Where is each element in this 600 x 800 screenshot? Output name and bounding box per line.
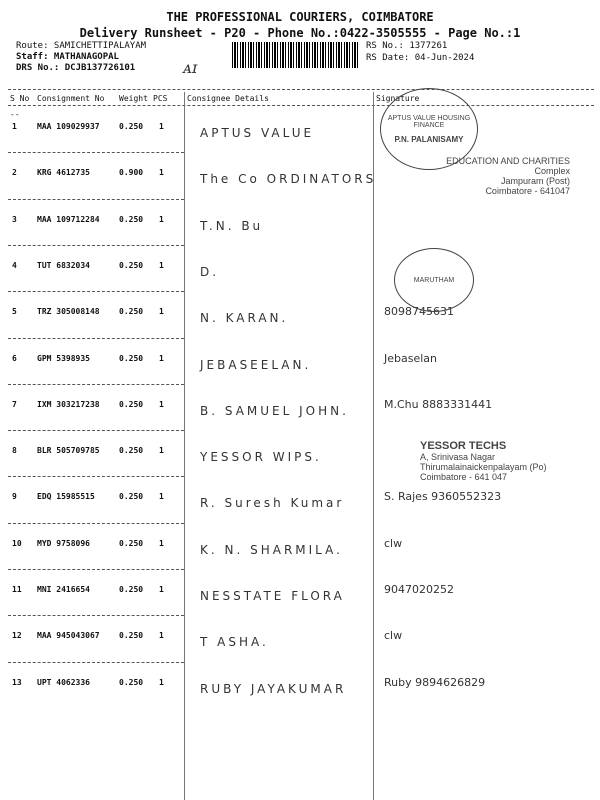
row-pcs: 1: [159, 307, 164, 317]
row-consignee-handwriting: R. Suresh Kumar: [200, 496, 345, 511]
row-pcs: 1: [159, 168, 164, 178]
col-pcs: PCS: [153, 94, 168, 103]
row-consignee-handwriting: JEBASEELAN.: [200, 357, 312, 372]
row-signature: S. Rajes 9360552323: [384, 490, 502, 504]
row-consignment-no: TUT 6832034: [37, 260, 90, 270]
rs-date: RS Date: 04-Jun-2024: [366, 53, 475, 63]
row-signature: clw: [384, 536, 403, 550]
row-pcs: 1: [159, 631, 164, 641]
row-consignee-handwriting: B. SAMUEL JOHN.: [200, 403, 349, 418]
charity-stamp-line4: Coimbatore - 641047: [485, 186, 570, 196]
row-sno: 7: [12, 399, 17, 409]
row-pcs: 1: [159, 677, 164, 687]
row-pcs: 1: [159, 446, 164, 456]
row-consignment-no: MYD 9758096: [37, 538, 90, 548]
row-consignment-no: IXM 303217238: [37, 399, 100, 409]
row-weight: 0.250: [119, 214, 144, 224]
row-pcs: 1: [159, 122, 164, 131]
row-divider: [8, 569, 184, 570]
row-divider: [8, 338, 184, 339]
row-consignment-no: BLR 505709785: [37, 446, 100, 456]
row-consignee-handwriting: The Co ORDINATORS: [200, 172, 377, 187]
row-signature: M.Chu 8883331441: [384, 397, 493, 411]
row-weight: 0.250: [119, 492, 144, 502]
row-consignee-handwriting: APTUS VALUE: [200, 126, 315, 140]
row-weight: 0.250: [119, 538, 144, 548]
yessor-stamp: [420, 440, 570, 496]
row-consignment-no: MAA 945043067: [37, 631, 100, 641]
row-consignee-handwriting: YESSOR WIPS.: [200, 450, 322, 465]
row-consignee-handwriting: D.: [200, 264, 220, 279]
charity-stamp: [420, 156, 570, 204]
row-weight: 0.250: [119, 585, 144, 594]
marutham-stamp: [394, 248, 474, 312]
column-header-divider: [8, 105, 594, 106]
row-weight: 0.250: [119, 399, 144, 409]
row-pcs: 1: [159, 353, 164, 363]
col-sno: S No: [10, 94, 30, 103]
charity-stamp-line1: EDUCATION AND CHARITIES: [446, 156, 570, 166]
row-signature: Jebaselan: [384, 351, 438, 365]
route-label: Route: SAMICHETTIPALAYAM: [16, 41, 147, 51]
row-sno: 9: [12, 492, 17, 502]
row-signature: Ruby 9894626829: [384, 675, 486, 689]
row-consignee-handwriting: T ASHA.: [200, 635, 269, 650]
header-divider: [8, 89, 594, 90]
row-pcs: 1: [159, 585, 164, 594]
yessor-stamp-line2: A, Srinivasa Nagar: [420, 452, 496, 462]
row-sno: 13: [12, 677, 22, 687]
col-signature: Signature: [376, 94, 420, 103]
row-pcs: 1: [159, 260, 164, 270]
runsheet-title: Delivery Runsheet - P20 - Phone No.:0422-3505555 - Page No.:1: [79, 26, 521, 40]
aptus-stamp-ring: APTUS VALUE HOUSING FINANCE: [387, 114, 471, 129]
row-pcs: 1: [159, 399, 164, 409]
row-consignee-handwriting: RUBY JAYAKUMAR: [200, 681, 347, 696]
row-consignee-handwriting: K. N. SHARMILA.: [200, 542, 343, 557]
marutham-stamp-ring: MARUTHAM: [413, 276, 455, 284]
row-consignment-no: MAA 109029937: [37, 122, 100, 131]
row-consignment-no: GPM 5398935: [37, 353, 90, 363]
row-consignee-handwriting: N. KARAN.: [200, 311, 289, 326]
row-divider: [8, 199, 184, 200]
company-title: THE PROFESSIONAL COURIERS, COIMBATORE: [166, 10, 434, 24]
row-weight: 0.250: [119, 677, 144, 687]
row-consignment-no: TRZ 305008148: [37, 307, 100, 317]
row-divider: [8, 152, 184, 153]
row-divider: [8, 523, 184, 524]
yessor-stamp-line3: Thirumalainaickenpalayam (Po): [420, 462, 547, 472]
row-consignment-no: MNI 2416654: [37, 585, 90, 594]
row-pcs: 1: [159, 492, 164, 502]
dash-marker: --: [10, 110, 20, 119]
row-divider: [8, 476, 184, 477]
row-sno: 6: [12, 353, 17, 363]
row-sno: 3: [12, 214, 17, 224]
drs-number: DRS No.: DCJB137726101: [16, 63, 136, 73]
row-sno: 4: [12, 260, 17, 270]
signature-column-line: [373, 92, 374, 800]
row-sno: 2: [12, 168, 17, 178]
row-signature: clw: [384, 629, 403, 643]
row-divider: [8, 430, 184, 431]
row-consignment-no: MAA 109712284: [37, 214, 100, 224]
row-consignment-no: UPT 4062336: [37, 677, 90, 687]
row-divider: [8, 662, 184, 663]
col-weight: Weight: [119, 94, 148, 103]
yessor-stamp-line4: Coimbatore - 641 047: [420, 472, 508, 482]
row-signature: 9047020252: [384, 583, 454, 596]
row-consignment-no: EDQ 15985515: [37, 492, 95, 502]
rs-number: RS No.: 1377261: [366, 41, 448, 51]
row-pcs: 1: [159, 214, 164, 224]
row-consignment-no: KRG 4612735: [37, 168, 90, 178]
row-weight: 0.250: [119, 260, 144, 270]
charity-stamp-line3: Jampuram (Post): [500, 176, 570, 186]
row-consignee-handwriting: NESSTATE FLORA: [200, 589, 345, 603]
consignee-column-line: [184, 92, 185, 800]
staff-label: Staff: MATHANAGOPAL: [16, 52, 119, 62]
charity-stamp-line2: Complex: [534, 166, 570, 176]
row-weight: 0.250: [119, 122, 144, 131]
header-initials: ᴀɪ: [183, 58, 198, 77]
row-sno: 5: [12, 307, 17, 317]
row-divider: [8, 291, 184, 292]
row-weight: 0.250: [119, 307, 144, 317]
yessor-stamp-name: YESSOR TECHS: [420, 440, 507, 452]
row-sno: 8: [12, 446, 17, 456]
row-divider: [8, 384, 184, 385]
row-consignee-handwriting: T.N. Bu: [200, 218, 264, 233]
row-weight: 0.250: [119, 631, 144, 641]
row-weight: 0.900: [119, 168, 144, 178]
row-sno: 10: [12, 538, 22, 548]
row-weight: 0.250: [119, 446, 144, 456]
barcode: [232, 42, 360, 68]
row-sno: 11: [12, 585, 22, 594]
row-divider: [8, 245, 184, 246]
row-sno: 1: [12, 122, 17, 131]
row-divider: [8, 615, 184, 616]
row-signature: 8098745631: [384, 305, 454, 319]
aptus-stamp-center: P.N. PALANISAMY: [394, 134, 464, 144]
row-sno: 12: [12, 631, 22, 641]
col-consignment: Consignment No: [37, 94, 105, 103]
row-pcs: 1: [159, 538, 164, 548]
row-weight: 0.250: [119, 353, 144, 363]
col-consignee: Consignee Details: [187, 94, 269, 103]
